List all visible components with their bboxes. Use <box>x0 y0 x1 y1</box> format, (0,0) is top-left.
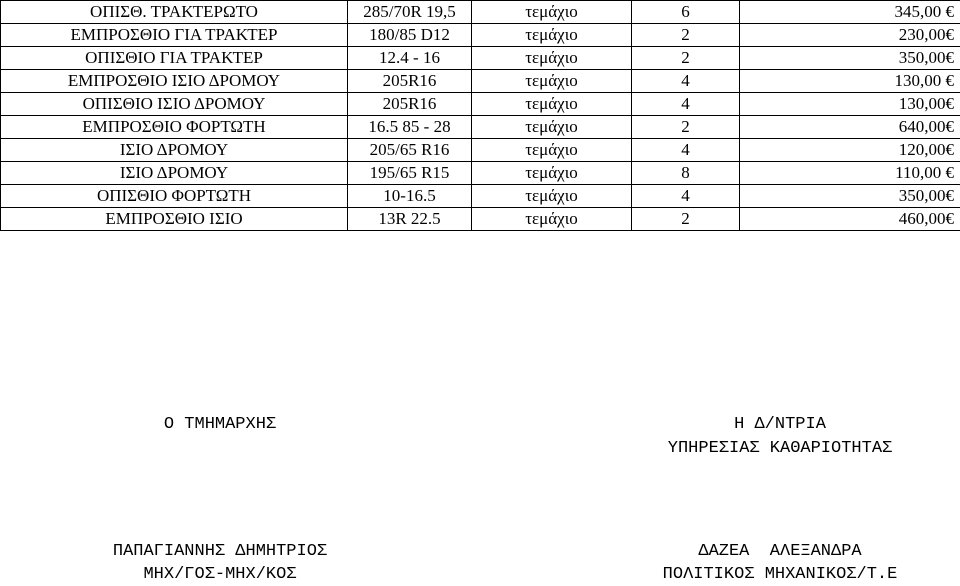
signature-left-name: ΠΑΠΑΓΙΑΝΝΗΣ ΔΗΜΗΤΡΙΟΣ <box>60 541 380 563</box>
item-unit: τεμάχιο <box>472 1 632 24</box>
item-price: 120,00€ <box>740 139 960 162</box>
item-quantity: 4 <box>632 93 740 116</box>
item-size: 205/65 R16 <box>348 139 472 162</box>
item-description: ΟΠΙΣΘΙΟ ΓΙΑ ΤΡΑΚΤΕΡ <box>1 47 348 70</box>
item-description: ΟΠΙΣΘΙΟ ΙΣΙΟ ΔΡΟΜΟΥ <box>1 93 348 116</box>
item-quantity: 4 <box>632 70 740 93</box>
item-quantity: 6 <box>632 1 740 24</box>
item-quantity: 2 <box>632 47 740 70</box>
item-quantity: 2 <box>632 208 740 231</box>
item-unit: τεμάχιο <box>472 208 632 231</box>
item-description: ΕΜΠΡΟΣΘΙΟ ΙΣΙΟ ΔΡΟΜΟΥ <box>1 70 348 93</box>
item-size: 13R 22.5 <box>348 208 472 231</box>
item-quantity: 2 <box>632 24 740 47</box>
item-description: ΕΜΠΡΟΣΘΙΟ ΙΣΙΟ <box>1 208 348 231</box>
table-row <box>1 24 960 47</box>
item-price: 230,00€ <box>740 24 960 47</box>
item-price: 110,00 € <box>740 162 960 185</box>
item-description: ΟΠΙΣΘ. ΤΡΑΚΤΕΡΩΤΟ <box>1 1 348 24</box>
item-price: 350,00€ <box>740 185 960 208</box>
item-description: ΟΠΙΣΘΙΟ ΦΟΡΤΩΤΗ <box>1 185 348 208</box>
item-price: 130,00 € <box>740 70 960 93</box>
signature-right-subtitle: ΥΠΗΡΕΣΙΑΣ ΚΑΘΑΡΙΟΤΗΤΑΣ <box>590 438 960 460</box>
signature-right-title: Η Δ/ΝΤΡΙΑ <box>590 414 960 436</box>
table-row <box>1 208 960 231</box>
item-size: 205R16 <box>348 70 472 93</box>
item-unit: τεμάχιο <box>472 116 632 139</box>
signature-left-title: Ο ΤΜΗΜΑΡΧΗΣ <box>100 414 340 436</box>
item-quantity: 2 <box>632 116 740 139</box>
item-description: ΕΜΠΡΟΣΘΙΟ ΓΙΑ ΤΡΑΚΤΕΡ <box>1 24 348 47</box>
item-unit: τεμάχιο <box>472 162 632 185</box>
table-row <box>1 1 960 24</box>
table-row <box>1 139 960 162</box>
item-description: ΙΣΙΟ ΔΡΟΜΟΥ <box>1 162 348 185</box>
item-price: 640,00€ <box>740 116 960 139</box>
table-row <box>1 93 960 116</box>
table-row <box>1 185 960 208</box>
item-price: 350,00€ <box>740 47 960 70</box>
item-size: 205R16 <box>348 93 472 116</box>
item-size: 10-16.5 <box>348 185 472 208</box>
item-quantity: 8 <box>632 162 740 185</box>
item-unit: τεμάχιο <box>472 24 632 47</box>
item-unit: τεμάχιο <box>472 185 632 208</box>
signature-left-role: ΜΗΧ/ΓΟΣ-ΜΗΧ/ΚΟΣ <box>60 564 380 586</box>
item-size: 180/85 D12 <box>348 24 472 47</box>
item-price: 130,00€ <box>740 93 960 116</box>
signature-right-name: ΔΑΖΕΑ ΑΛΕΞΑΝΔΡΑ <box>590 541 960 563</box>
item-unit: τεμάχιο <box>472 70 632 93</box>
table-row <box>1 47 960 70</box>
table-row <box>1 70 960 93</box>
item-unit: τεμάχιο <box>472 47 632 70</box>
item-price: 345,00 € <box>740 1 960 24</box>
item-description: ΙΣΙΟ ΔΡΟΜΟΥ <box>1 139 348 162</box>
item-size: 12.4 - 16 <box>348 47 472 70</box>
item-unit: τεμάχιο <box>472 93 632 116</box>
item-description: ΕΜΠΡΟΣΘΙΟ ΦΟΡΤΩΤΗ <box>1 116 348 139</box>
item-unit: τεμάχιο <box>472 139 632 162</box>
item-size: 195/65 R15 <box>348 162 472 185</box>
item-price: 460,00€ <box>740 208 960 231</box>
table-row <box>1 162 960 185</box>
item-size: 285/70R 19,5 <box>348 1 472 24</box>
item-quantity: 4 <box>632 139 740 162</box>
items-table <box>0 0 960 231</box>
table-row <box>1 116 960 139</box>
item-size: 16.5 85 - 28 <box>348 116 472 139</box>
signature-right-role: ΠΟΛΙΤΙΚΟΣ ΜΗΧΑΝΙΚΟΣ/Τ.Ε <box>590 564 960 586</box>
item-quantity: 4 <box>632 185 740 208</box>
